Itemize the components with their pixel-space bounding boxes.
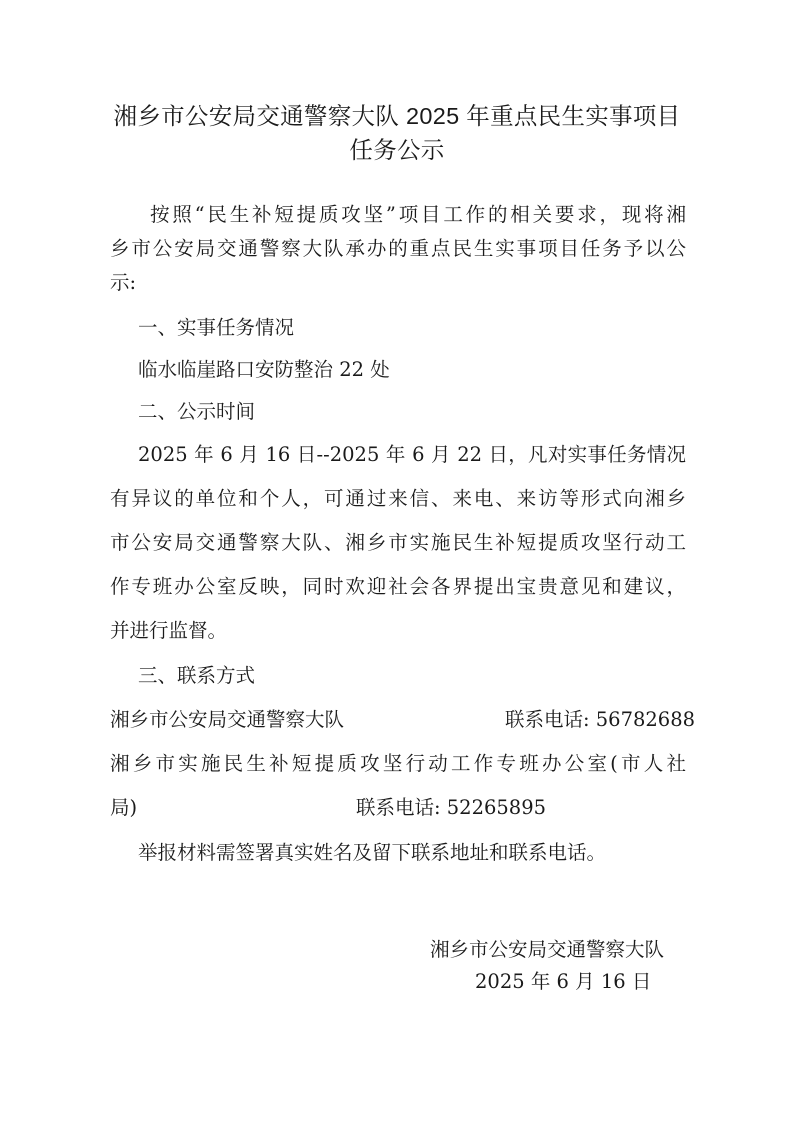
section2-line5: 并进行监督。 (110, 619, 228, 642)
contact2-name-line2: 局) (110, 796, 138, 819)
signature-date: 2025 年 6 月 16 日 (475, 970, 652, 993)
section2-line2: 有异议的单位和个人，可通过来信、来电、来访等形式向湘乡 (110, 487, 686, 510)
intro-line3: 示: (110, 271, 137, 294)
section2-line1: 2025 年 6 月 16 日--2025 年 6 月 22 日，凡对实事任务情况 (138, 443, 686, 466)
contact2-phone: 联系电话: 52265895 (356, 796, 547, 819)
document-title-line1: 湘乡市公安局交通警察大队 2025 年重点民生实事项目 (113, 103, 681, 129)
signature-org: 湘乡市公安局交通警察大队 (430, 938, 665, 961)
report-note: 举报材料需签署真实姓名及留下联系地址和联系电话。 (138, 841, 607, 864)
section2-line4: 作专班办公室反映，同时欢迎社会各界提出宝贵意见和建议， (110, 575, 686, 598)
contact1-phone: 联系电话: 56782688 (505, 708, 696, 731)
intro-line2: 乡市公安局交通警察大队承办的重点民生实事项目任务予以公 (110, 237, 686, 260)
contact1-name: 湘乡市公安局交通警察大队 (110, 708, 345, 731)
section3-heading: 三、联系方式 (138, 664, 256, 687)
section1-heading: 一、实事任务情况 (138, 316, 295, 339)
section2-line3: 市公安局交通警察大队、湘乡市实施民生补短提质攻坚行动工 (110, 531, 686, 554)
intro-line1: 按照“民生补短提质攻坚”项目工作的相关要求，现将湘 (150, 203, 686, 226)
section1-content: 临水临崖路口安防整治 22 处 (138, 358, 390, 381)
section2-heading: 二、公示时间 (138, 400, 256, 423)
document-title-line2: 任务公示 (349, 137, 445, 163)
contact2-name-line1: 湘乡市实施民生补短提质攻坚行动工作专班办公室(市人社 (110, 752, 686, 775)
